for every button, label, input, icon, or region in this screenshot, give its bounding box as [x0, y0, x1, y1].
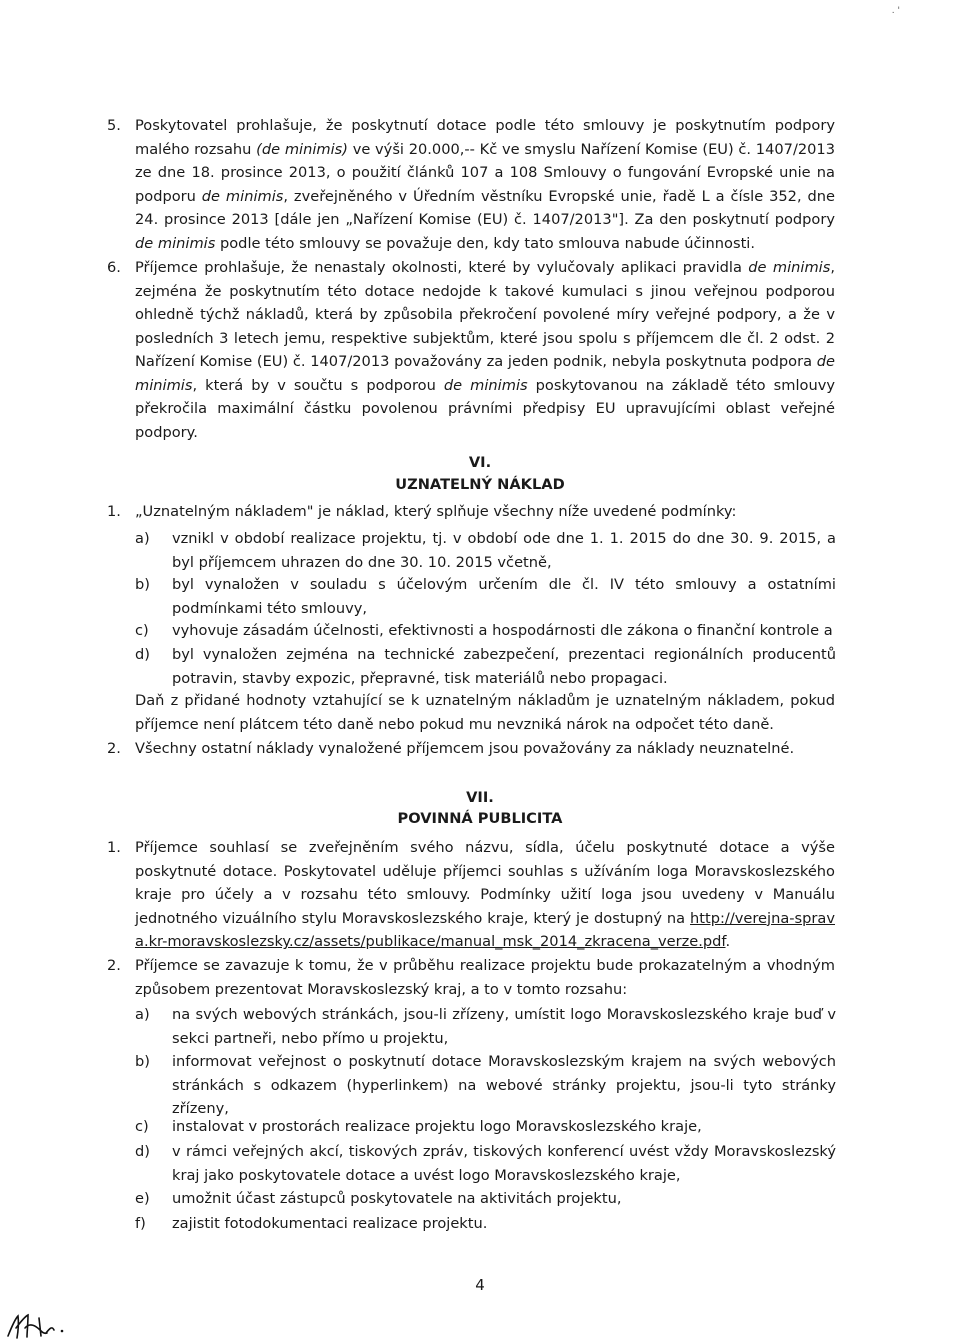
vi-letter-b: b) — [135, 576, 150, 593]
vi-item-d-text: byl vynaložen zejména na technické zabezpečení, prezentaci regionálních producentů potravin, stavby expozic, přepravné, tisk materiálů nebo propagaci. — [172, 646, 836, 687]
vii-letter-e: e) — [135, 1190, 150, 1207]
vii-letter-a: a) — [135, 1006, 150, 1023]
vi-letter-d: d) — [135, 646, 150, 663]
vii-item-f-text: zajistit fotodokumentaci realizace projektu. — [172, 1215, 488, 1232]
vi-item-1-text: „Uznatelným nákladem" je náklad, který splňuje všechny níže uvedené podmínky: — [135, 503, 737, 520]
corner-mark: . ' — [891, 6, 900, 16]
vii-item-a-text: na svých webových stránkách, jsou-li zřízeny, umístit logo Moravskoslezského kraje buď v sekci partneři, nebo přímo u projektu, — [172, 1006, 836, 1047]
vii-item-d-text: v rámci veřejných akcí, tiskových zpráv, tiskových konferencí uvést vždy Moravskoslezský kraj jako poskytovatele dotace a uvést logo Moravskoslezského kraje, — [172, 1143, 836, 1184]
vii-letter-b: b) — [135, 1053, 150, 1070]
vii-item-number-1: 1. — [107, 839, 121, 856]
vi-item-b-text: byl vynaložen v souladu s účelovým určením dle čl. IV této smlouvy a ostatními podmínkami této smlouvy, — [172, 576, 836, 617]
vii-item-2-text: Příjemce se zavazuje k tomu, že v průběhu realizace projektu bude prokazatelným a vhodným způsobem prezentovat Moravskoslezský kraj, a to v tomto rozsahu: — [135, 957, 835, 998]
vi-item-c-text: vyhovuje zásadám účelnosti, efektivnosti a hospodárnosti dle zákona o finanční kontrole a — [172, 622, 833, 639]
vii-item-1-text: Příjemce souhlasí se zveřejněním svého názvu, sídla, účelu poskytnuté dotace a výše poskytnuté dotace. Poskytovatel uděluje příjemci souhlas s užíváním loga Moravskoslezského kraje pro účely a v rozsahu této smlouvy. Podmínky užití loga jsou uvedeny v Manuálu jednotného vizuálního stylu Moravskoslezského kraje, který je dostupný na http://verejna-sprava.kr-moravskoslezsky.cz/assets/publikace/manual_msk_2014_zkracena_verze.pdf. — [135, 839, 835, 950]
vii-letter-c: c) — [135, 1118, 149, 1135]
vi-item-number-2: 2. — [107, 740, 121, 757]
heading-vi-title: UZNATELNÝ NÁKLAD — [395, 476, 565, 493]
handwritten-initials-signature — [6, 1306, 76, 1340]
paragraph-5: Poskytovatel prohlašuje, že poskytnutí dotace podle této smlouvy je poskytnutím podpory malého rozsahu (de minimis) ve výši 20.000,-- Kč ve smyslu Nařízení Komise (EU) č. 1407/2013 ze dne 18. prosince 2013, o použití článků 107 a 108 Smlouvy o fungování Evropské unie na podporu de minimis, zveřejněného v Úředním věstníku Evropské unie, řadě L a čísle 352, dne 24. prosince 2013 [dále jen „Nařízení Komise (EU) č. 1407/2013"]. Za den poskytnutí podpory de minimis podle této smlouvy se považuje den, kdy tato smlouva nabude účinnosti. — [135, 117, 835, 252]
item-number-6: 6. — [107, 259, 121, 276]
vi-item-2-text: Všechny ostatní náklady vynaložené příjemcem jsou považovány za náklady neuznatelné. — [135, 740, 795, 757]
heading-vii-title: POVINNÁ PUBLICITA — [397, 810, 563, 827]
item-number-5: 5. — [107, 117, 121, 134]
paragraph-6: Příjemce prohlašuje, že nenastaly okolnosti, které by vylučovaly aplikaci pravidla de minimis, zejména že poskytnutím této dotace nedojde k takové kumulaci s jinou veřejnou podporou ohledně týchž nákladů, která by způsobila překročení povolené míry veřejné podpory, a že v posledních 3 letech jemu, respektive subjektům, které jsou spolu s příjemcem dle čl. 2 odst. 2 Nařízení Komise (EU) č. 1407/2013 považovány za jeden podnik, nebyla poskytnuta podpora de minimis, která by v součtu s podporou de minimis poskytovanou na základě této smlouvy překročila maximální částku povolenou právními předpisy EU upravujícími oblast veřejné podpory. — [135, 259, 835, 441]
vii-item-c-text: instalovat v prostorách realizace projektu logo Moravskoslezského kraje, — [172, 1118, 702, 1135]
vi-item-number-1: 1. — [107, 503, 121, 520]
vat-paragraph: Daň z přidané hodnoty vztahující se k uznatelným nákladům je uznatelným nákladem, pokud příjemce není plátcem této daně nebo pokud mu nevzniká nárok na odpočet této daně. — [135, 692, 835, 733]
vi-item-a-text: vznikl v období realizace projektu, tj. v období ode dne 1. 1. 2015 do dne 30. 9. 2015, a byl příjemcem uhrazen do dne 30. 10. 2015 včetně, — [172, 530, 836, 571]
vii-letter-f: f) — [135, 1215, 146, 1232]
manual-link[interactable]: http://verejna-sprava.kr-moravskoslezsky.cz/assets/publikace/manual_msk_2014_zkracena_verze.pdf — [135, 909, 835, 950]
vi-letter-a: a) — [135, 530, 150, 547]
vi-letter-c: c) — [135, 622, 149, 639]
heading-vii-roman: VII. — [466, 789, 494, 806]
vii-item-e-text: umožnit účast zástupců poskytovatele na aktivitách projektu, — [172, 1190, 622, 1207]
heading-vi-roman: VI. — [468, 454, 492, 471]
vii-item-number-2: 2. — [107, 957, 121, 974]
page-number: 4 — [475, 1276, 485, 1294]
vii-letter-d: d) — [135, 1143, 150, 1160]
vii-item-b-text: informovat veřejnost o poskytnutí dotace Moravskoslezským krajem na svých webových stránkách s odkazem (hyperlinkem) na webové stránky projektu, jsou-li tyto stránky zřízeny, — [172, 1053, 836, 1117]
